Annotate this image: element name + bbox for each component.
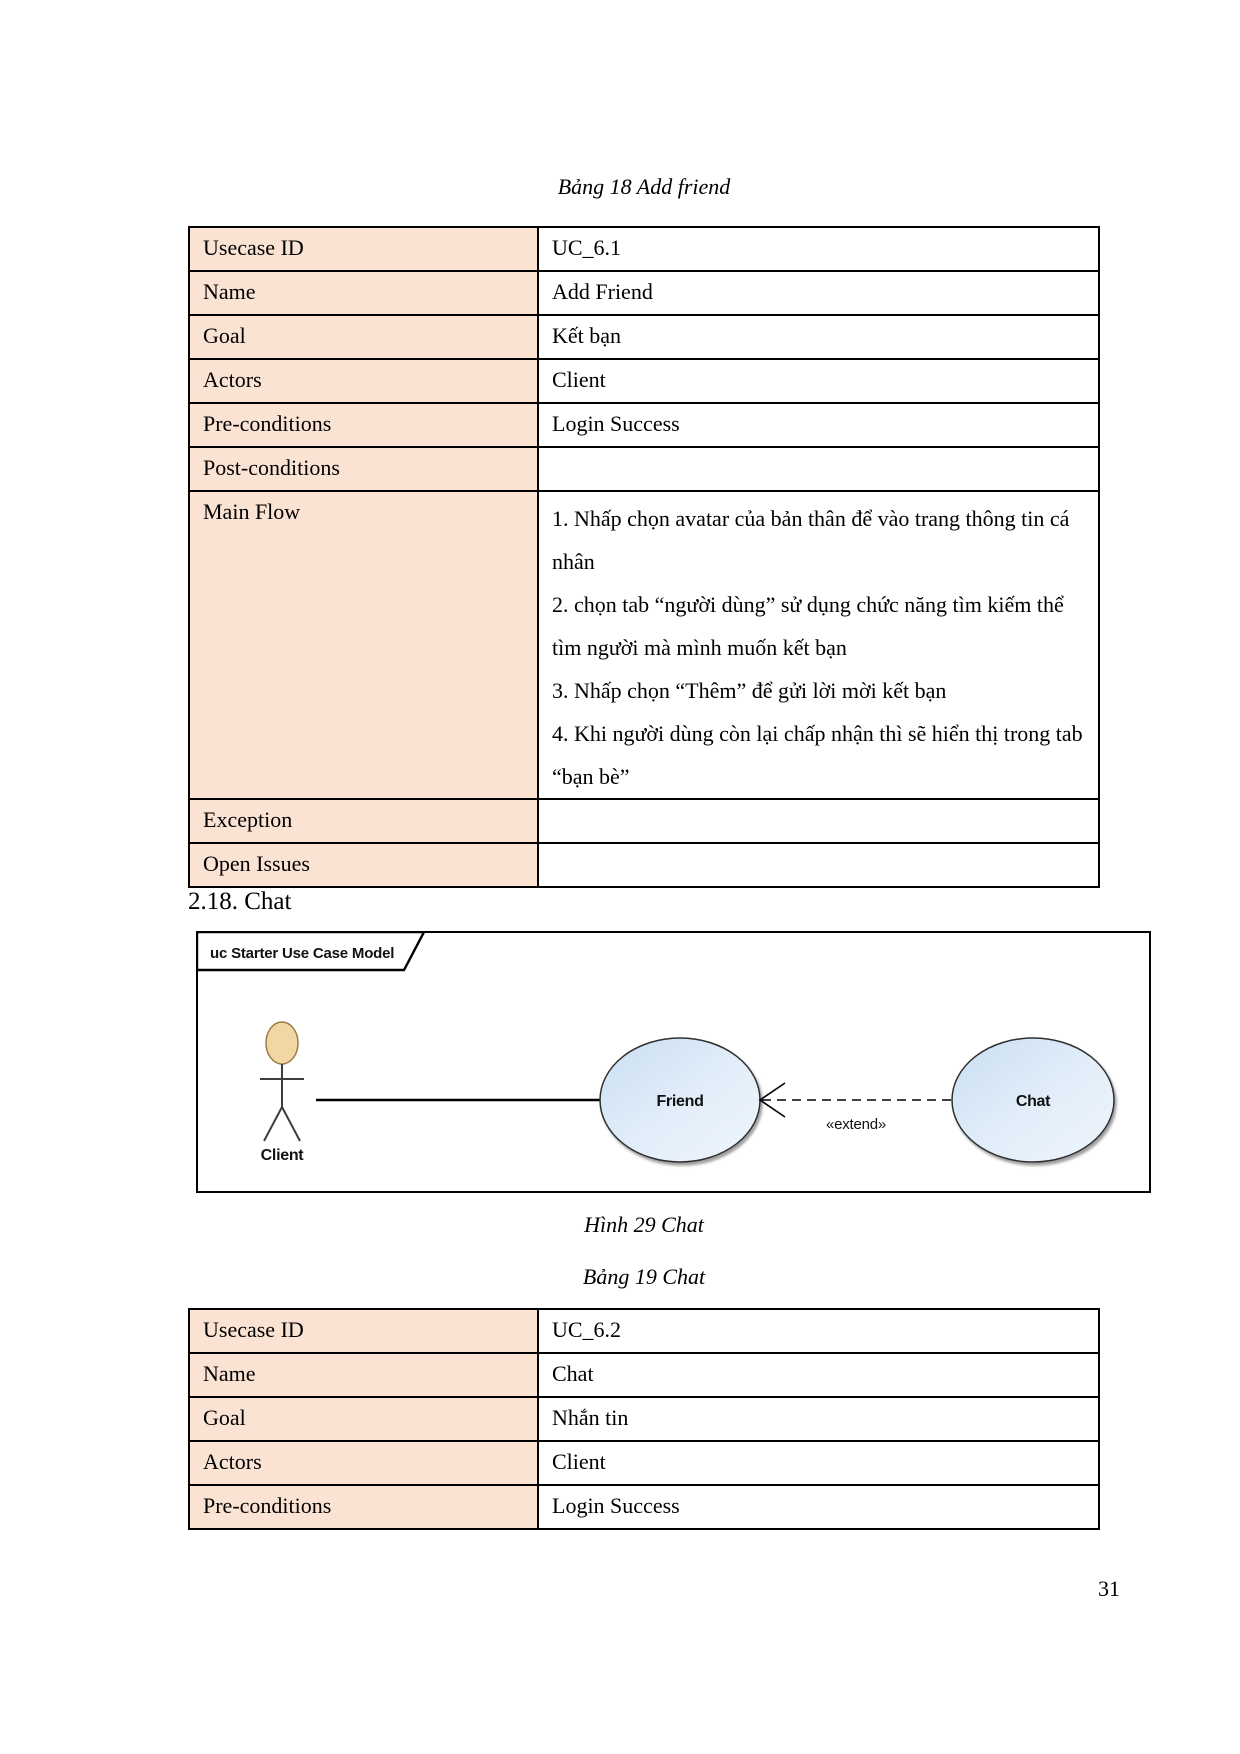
figure-caption: Hình 29 Chat [584,1212,704,1237]
table-row [189,271,1099,315]
row-value: UC_6.1 [538,227,1099,271]
section-heading: 2.18. Chat [188,888,292,915]
table-row [189,403,1099,447]
row-label: Actors [189,359,538,403]
table-row [189,1397,1099,1441]
main-flow-step: 2. chọn tab “người dùng” sử dụng chức năng tìm kiếm thể tìm người mà mình muốn kết bạn [552,592,1064,660]
table-row [189,799,1099,843]
usecase-friend-label: Friend [656,1093,704,1110]
row-label: Goal [189,315,538,359]
row-value: Add Friend [538,271,1099,315]
row-label: Pre-conditions [189,1485,538,1529]
table-row [189,1353,1099,1397]
table-row [189,1485,1099,1529]
row-value: UC_6.2 [538,1309,1099,1353]
row-label: Open Issues [189,843,538,887]
usecase-diagram [196,931,1151,1193]
page-number: 31 [1098,1576,1120,1601]
table18-caption: Bảng 18 Add friend [557,174,731,199]
usecase-table-chat [188,1308,1100,1530]
actor-label: Client [260,1147,304,1164]
table-row [189,843,1099,887]
extend-label: «extend» [825,1116,887,1133]
row-label: Usecase ID [189,1309,538,1353]
table-row [189,315,1099,359]
row-value [538,447,1099,491]
row-value: Kết bạn [538,315,1099,359]
row-label: Goal [189,1397,538,1441]
row-value [538,799,1099,843]
table19-caption: Bảng 19 Chat [582,1264,706,1289]
row-label: Exception [189,799,538,843]
row-value: Login Success [538,1485,1099,1529]
table-row [189,227,1099,271]
row-label: Name [189,1353,538,1397]
row-value [538,491,1099,799]
row-value: Chat [538,1353,1099,1397]
main-flow-step: 1. Nhấp chọn avatar của bản thân để vào trang thông tin cá nhân [552,506,1070,574]
row-label: Usecase ID [189,227,538,271]
table-row-main-flow [189,491,1099,799]
row-value: Client [538,359,1099,403]
usecase-chat-label: Chat [1015,1093,1051,1110]
row-label: Post-conditions [189,447,538,491]
actor-head [266,1022,298,1064]
diagram-frame-label: uc Starter Use Case Model [210,945,395,962]
table-row [189,1441,1099,1485]
row-label: Actors [189,1441,538,1485]
row-value [538,843,1099,887]
main-flow-step: 4. Khi người dùng còn lại chấp nhận thì sẽ hiển thị trong tab “bạn bè” [552,721,1083,789]
table-row [189,1309,1099,1353]
main-flow-step: 3. Nhấp chọn “Thêm” để gửi lời mời kết bạn [552,678,947,703]
row-label: Main Flow [189,491,538,799]
table-row [189,447,1099,491]
row-value: Client [538,1441,1099,1485]
row-value: Login Success [538,403,1099,447]
usecase-table-add-friend [188,226,1100,888]
row-value: Nhắn tin [538,1397,1099,1441]
table-row [189,359,1099,403]
row-label: Pre-conditions [189,403,538,447]
row-label: Name [189,271,538,315]
